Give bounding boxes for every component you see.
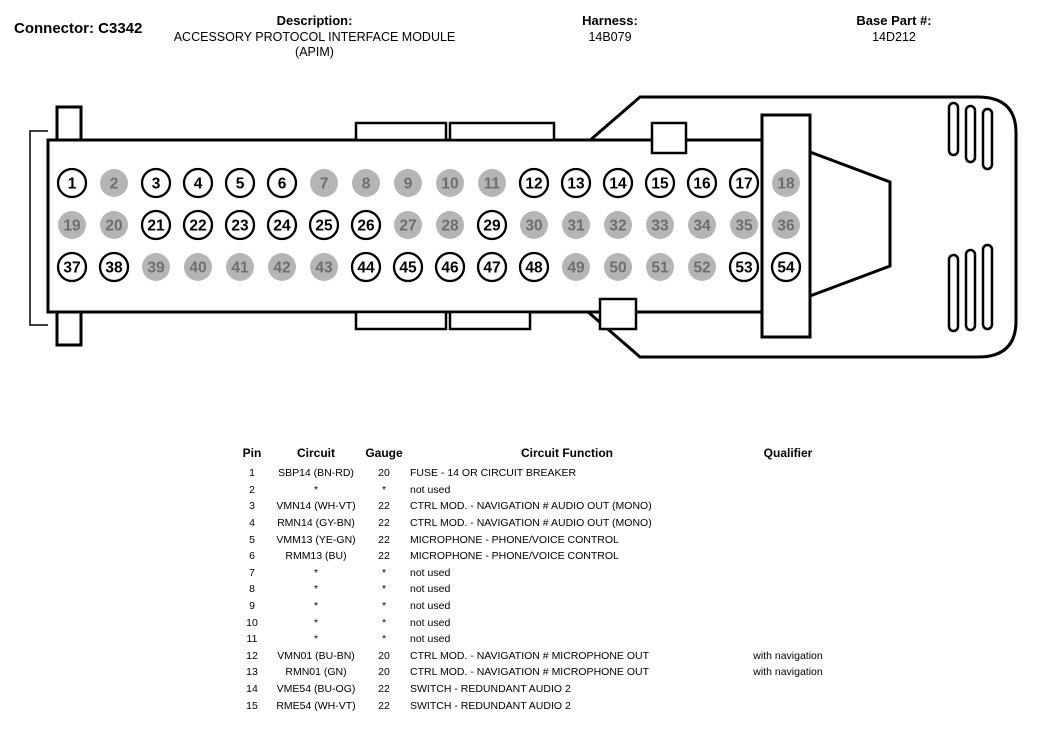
pin-number-label: 51 [651,259,669,277]
column-header-pin: Pin [242,446,262,460]
gauge-cell: 22 [378,550,390,563]
function-cell: FUSE - 14 OR CIRCUIT BREAKER [410,467,577,480]
pin-number-label: 31 [567,217,585,235]
connector-key-notch [450,123,554,140]
pin-number-label: 49 [567,259,585,277]
pin-number-label: 18 [777,175,795,193]
qualifier-cell [728,681,848,698]
pin-number-label: 33 [651,217,669,235]
pin-number-label: 12 [525,175,543,193]
qualifier-cell [728,515,848,532]
pin-number-label: 47 [483,259,501,277]
pin-number-label: 44 [357,259,375,277]
pin-number-label: 41 [231,259,249,277]
pin-number-label: 9 [403,175,413,193]
pin-cell: 12 [246,649,258,662]
qualifier-cell [728,614,848,631]
pin-cell: 2 [249,483,255,496]
pin-table-row [234,697,848,714]
base-part-block [808,13,980,45]
pin-number-label: 2 [109,175,119,193]
pin-number-label: 27 [399,217,417,235]
gauge-cell: 20 [378,649,390,662]
function-cell: SWITCH - REDUNDANT AUDIO 2 [410,699,571,712]
gauge-cell: * [381,566,387,579]
pin-number-label: 40 [189,259,207,277]
gauge-cell: 22 [378,699,390,712]
gauge-cell: 22 [378,533,390,546]
connector-tab [57,312,81,345]
pin-number-label: 53 [735,259,753,277]
column-header-qualifier: Qualifier [763,446,813,460]
description-block [172,13,457,60]
qualifier-cell [728,565,848,582]
pin-number-label: 7 [319,175,329,193]
function-cell: MICROPHONE - PHONE/VOICE CONTROL [410,533,619,546]
pin-table-row [234,581,848,598]
gauge-cell: 20 [378,666,390,679]
gauge-cell: * [381,483,387,496]
pin-cell: 7 [249,566,255,579]
pin-number-label: 54 [777,259,795,277]
pin-table-row [234,498,848,515]
pin-cell: 5 [249,533,255,546]
gauge-cell: * [381,616,387,629]
pin-cell: 14 [246,683,258,696]
pin-number-label: 50 [609,259,627,277]
column-header-function: Circuit Function [521,446,613,460]
pin-number-label: 48 [525,259,543,277]
circuit-cell: RMN14 (GY-BN) [277,517,355,530]
pin-table-header-row [234,446,848,465]
function-cell: not used [410,600,451,613]
pin-table-row [234,565,848,582]
pin-number-label: 34 [693,217,711,235]
pin-number-label: 14 [609,175,627,193]
housing-slot-icon [966,250,975,330]
function-cell: not used [410,566,451,579]
pin-number-label: 29 [483,217,501,235]
function-cell: CTRL MOD. - NAVIGATION # AUDIO OUT (MONO) [410,517,652,530]
pin-number-label: 43 [315,259,333,277]
pin-number-label: 13 [567,175,585,193]
pin-cell: 4 [249,517,255,530]
circuit-cell: * [313,566,319,579]
circuit-cell: SBP14 (BN-RD) [278,467,354,480]
gauge-cell: * [381,583,387,596]
pin-table-row [234,482,848,499]
pin-table [234,446,848,714]
housing-slot-icon [949,103,958,155]
function-cell: MICROPHONE - PHONE/VOICE CONTROL [410,550,619,563]
qualifier-cell [728,482,848,499]
column-header-gauge: Gauge [365,446,403,460]
description-value: ACCESSORY PROTOCOL INTERFACE MODULE (APIM) [173,30,456,59]
pin-number-label: 11 [483,175,501,193]
connector-key-notch [600,299,636,329]
qualifier-cell [728,697,848,714]
pin-number-label: 30 [525,217,543,235]
housing-slot-icon [983,109,992,169]
pin-number-label: 36 [777,217,795,235]
qualifier-cell: with navigation [753,649,823,662]
connector-key-notch [652,123,686,153]
pin-cell: 8 [249,583,255,596]
pin-number-label: 26 [357,217,375,235]
pin-table-row [234,531,848,548]
pin-table-row [234,515,848,532]
gauge-cell: 20 [378,467,390,480]
function-cell: CTRL MOD. - NAVIGATION # MICROPHONE OUT [410,666,649,679]
pin-number-label: 38 [105,259,123,277]
pin-number-label: 28 [441,217,459,235]
pin-number-label: 6 [277,175,287,193]
qualifier-cell [728,531,848,548]
pin-table-row [234,598,848,615]
gauge-cell: * [381,633,387,646]
circuit-cell: * [313,583,319,596]
connector-left-bracket [30,131,48,325]
function-cell: SWITCH - REDUNDANT AUDIO 2 [410,683,571,696]
housing-slot-icon [966,106,975,162]
base-part-label: Base Part #: [856,13,932,28]
qualifier-cell [728,548,848,565]
qualifier-cell: with navigation [753,666,823,679]
pin-number-label: 37 [63,259,81,277]
pin-table-row [234,664,848,681]
circuit-cell: RME54 (WH-VT) [276,699,356,712]
pin-table-row [234,681,848,698]
pin-table-row [234,631,848,648]
harness-label: Harness: [582,13,638,28]
circuit-cell: VMN14 (WH-VT) [276,500,356,513]
gauge-cell: 22 [378,500,390,513]
base-part-value: 14D212 [872,30,916,44]
pin-cell: 3 [249,500,255,513]
pin-number-label: 8 [361,175,371,193]
qualifier-cell [728,498,848,515]
connector-id-label: Connector: C3342 [14,20,143,37]
function-cell: CTRL MOD. - NAVIGATION # MICROPHONE OUT [410,649,649,662]
function-cell: not used [410,633,451,646]
circuit-cell: VMM13 (YE-GN) [276,533,356,546]
connector-tab [57,107,81,140]
pin-number-label: 23 [231,217,249,235]
pin-cell: 6 [249,550,255,563]
function-cell: not used [410,616,451,629]
gauge-cell: 22 [378,517,390,530]
pin-cell: 10 [246,616,258,629]
function-cell: not used [410,583,451,596]
circuit-cell: * [313,483,319,496]
pin-number-label: 17 [735,175,753,193]
harness-value: 14B079 [588,30,632,44]
function-cell: CTRL MOD. - NAVIGATION # AUDIO OUT (MONO) [410,500,652,513]
pin-number-label: 22 [189,217,207,235]
pin-number-label: 19 [63,217,81,235]
column-header-circuit: Circuit [296,446,335,460]
pin-table-row [234,648,848,665]
pin-number-label: 24 [273,217,291,235]
pin-table-row [234,465,848,482]
qualifier-cell [728,598,848,615]
circuit-cell: VME54 (BU-OG) [276,683,356,696]
circuit-cell: * [313,600,319,613]
pin-number-label: 45 [399,259,417,277]
gauge-cell: * [381,600,387,613]
connector-key-notch [356,123,446,140]
pin-number-label: 3 [151,175,161,193]
pin-cell: 15 [246,699,258,712]
circuit-cell: VMN01 (BU-BN) [277,649,355,662]
pin-number-label: 32 [609,217,627,235]
pin-table-row [234,548,848,565]
pin-number-label: 1 [67,175,77,193]
pin-cell: 9 [249,600,255,613]
pin-number-label: 42 [273,259,291,277]
circuit-cell: * [313,633,319,646]
pin-number-label: 35 [735,217,753,235]
description-label: Description: [276,13,353,28]
function-cell: not used [410,483,451,496]
pin-number-label: 10 [441,175,459,193]
pin-number-label: 16 [693,175,711,193]
pin-number-label: 46 [441,259,459,277]
pin-cell: 13 [246,666,258,679]
gauge-cell: 22 [378,683,390,696]
pin-cell: 11 [246,633,258,646]
circuit-cell: RMM13 (BU) [285,550,347,563]
connector-key-notch [356,312,446,329]
pin-number-label: 39 [147,259,165,277]
pin-number-label: 25 [315,217,333,235]
housing-slot-icon [949,255,958,331]
qualifier-cell [728,465,848,482]
harness-block [540,13,680,45]
connector-key-notch [450,312,530,329]
qualifier-cell [728,631,848,648]
circuit-cell: RMN01 (GN) [285,666,347,679]
pin-table-row [234,614,848,631]
pin-number-label: 5 [235,175,245,193]
pin-number-label: 20 [105,217,123,235]
pin-number-label: 15 [651,175,669,193]
pin-number-label: 21 [147,217,165,235]
pin-number-label: 4 [193,175,203,193]
pin-number-label: 52 [693,259,711,277]
pin-cell: 1 [249,467,255,480]
connector-diagram [0,85,1041,385]
housing-slot-icon [983,245,992,329]
circuit-cell: * [313,616,319,629]
qualifier-cell [728,581,848,598]
